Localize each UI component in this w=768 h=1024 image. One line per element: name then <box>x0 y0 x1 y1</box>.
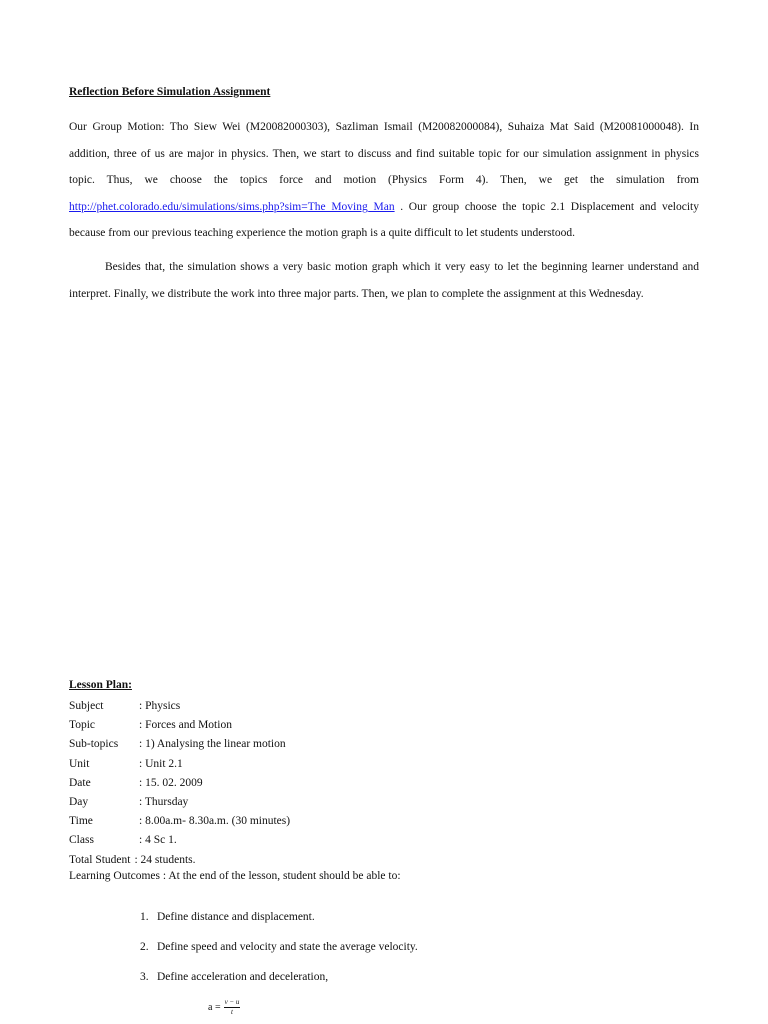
row-value: : 1) Analysing the linear motion <box>139 738 286 751</box>
formula-fraction <box>224 998 241 1017</box>
row-value: : Thursday <box>139 795 189 808</box>
lesson-plan-row <box>69 831 290 850</box>
formula-numerator: v − u <box>224 998 240 1006</box>
paragraph-1-text: Our Group Motion: Tho Siew Wei (M20082000303), Sazliman Ismail (M20082000084), Suhaiza Mat Said (M20081000048). In addition, three of us are major in physics. Then, we start to discuss and find suitable topic for our simulation assignment in physics topic. Thus, we choose the topics force and motion (Physics Form 4). Then, we get the simulation from <box>69 121 699 186</box>
list-number: 1. <box>140 911 149 923</box>
lesson-plan-row <box>69 697 290 716</box>
list-text: Define speed and velocity and state the average velocity. <box>157 941 418 953</box>
row-value: : Unit 2.1 <box>139 757 183 770</box>
reflection-paragraph-2: Besides that, the simulation shows a very basic motion graph which it very easy to let the beginning learner understand and interpret. Finally, we distribute the work into three major parts. Then, we plan to complete the assignment at this Wednesday. <box>69 261 699 300</box>
list-text: Define distance and displacement. <box>157 911 315 923</box>
row-value: : 15. 02. 2009 <box>139 776 203 789</box>
row-label: Date <box>69 776 91 789</box>
row-value: : 24 students. <box>134 853 196 866</box>
lesson-plan-row <box>69 851 290 870</box>
list-text: Define acceleration and deceleration, <box>157 971 329 983</box>
list-number: 2. <box>140 941 149 953</box>
paragraph-1-text-continued: . Our group choose the topic 2.1 Displacement and velocity because from our previous teaching experience the motion graph is a quite difficult to let students understood. <box>69 200 699 239</box>
reflection-title: Reflection Before Simulation Assignment <box>69 86 271 98</box>
row-label: Subject <box>69 700 104 712</box>
row-label: Day <box>69 795 89 808</box>
acceleration-formula <box>208 998 240 1017</box>
list-item <box>140 936 418 966</box>
simulation-link[interactable]: http://phet.colorado.edu/simulations/sims.php?sim=The_Moving_Man <box>69 200 395 213</box>
lesson-plan-row <box>69 774 290 793</box>
lesson-plan-row <box>69 716 290 735</box>
row-value: : 8.00a.m- 8.30a.m. (30 minutes) <box>139 815 291 828</box>
learning-outcomes-intro: Learning Outcomes : At the end of the lesson, student should be able to: <box>69 870 401 882</box>
reflection-paragraph-1 <box>69 114 699 247</box>
row-label: Unit <box>69 757 90 770</box>
formula-denominator: t <box>231 1008 233 1016</box>
lesson-plan-row <box>69 755 290 774</box>
row-label: Total Student <box>69 853 131 866</box>
lesson-plan-row <box>69 735 290 754</box>
lesson-plan-row <box>69 793 290 812</box>
list-number: 3. <box>140 971 149 983</box>
formula-lhs: a = <box>208 1002 221 1013</box>
row-label: Topic <box>69 719 96 732</box>
lesson-plan-heading: Lesson Plan: <box>69 679 132 691</box>
row-value: : Physics <box>139 700 181 712</box>
list-item <box>140 906 418 936</box>
row-value: : 4 Sc 1. <box>139 834 177 847</box>
lesson-plan-details <box>69 697 290 870</box>
list-item <box>140 966 418 996</box>
row-label: Sub-topics <box>69 738 119 751</box>
lesson-plan-row <box>69 812 290 831</box>
row-value: : Forces and Motion <box>139 719 232 732</box>
row-label: Time <box>69 815 93 828</box>
row-label: Class <box>69 834 94 847</box>
outcomes-list <box>140 906 418 996</box>
